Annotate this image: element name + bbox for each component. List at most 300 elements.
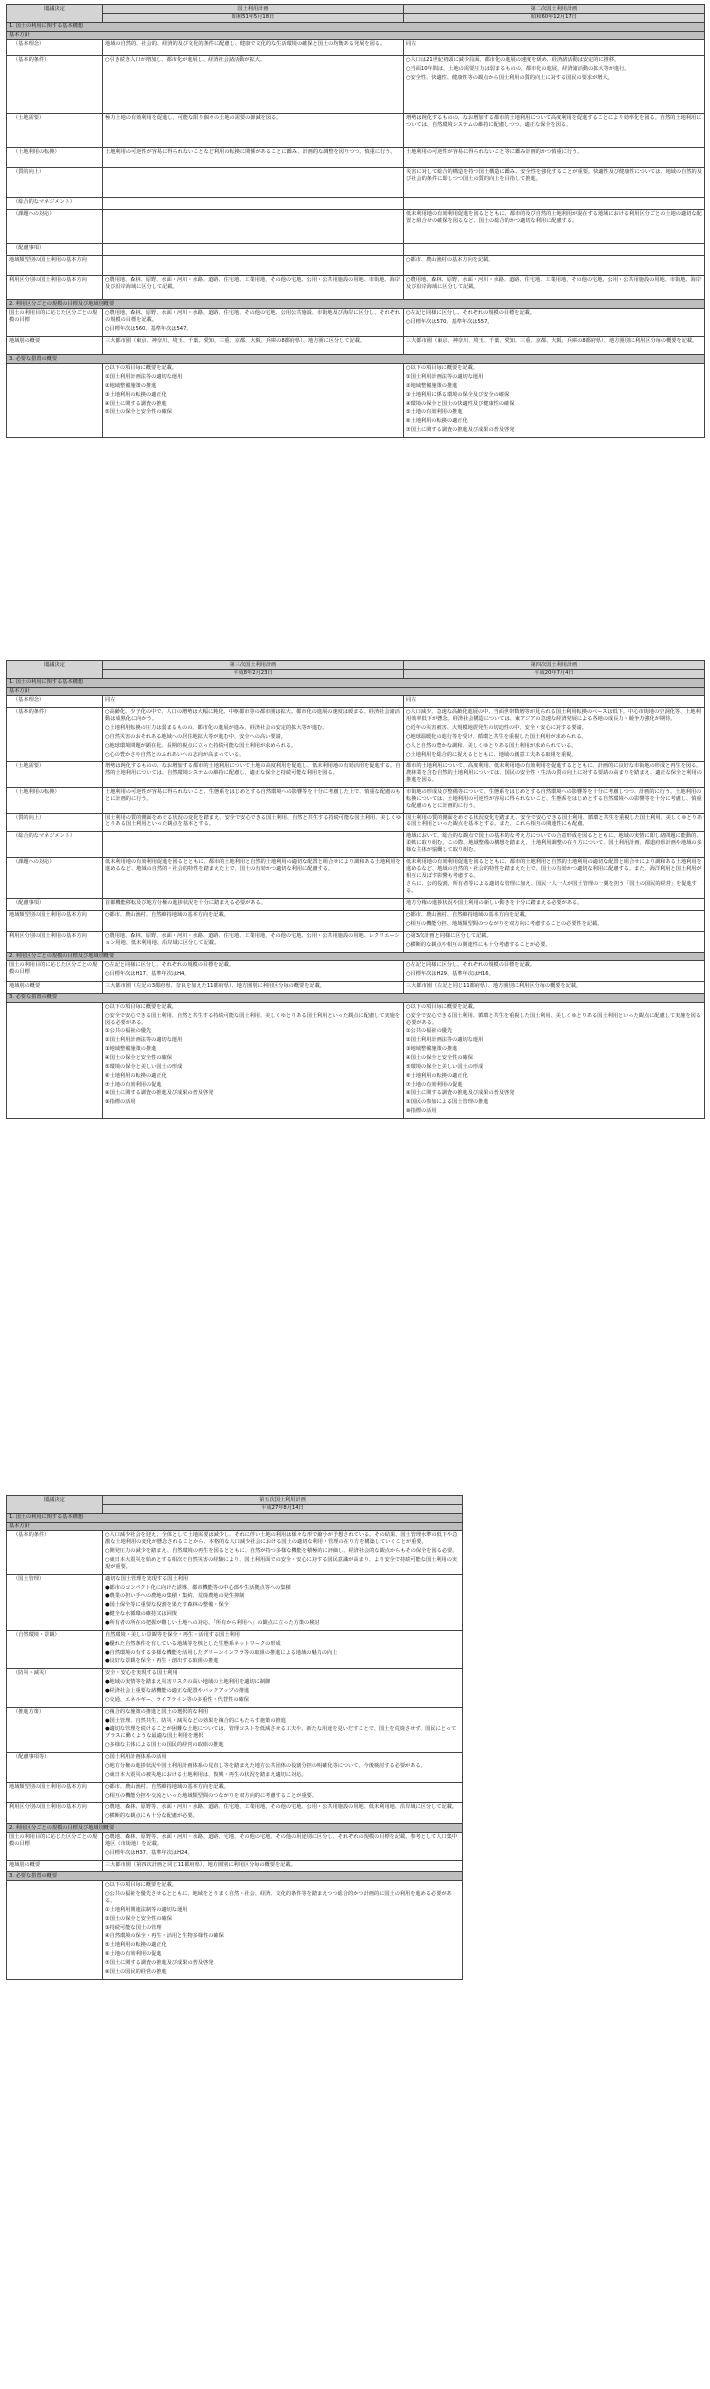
- cell-text: 国土利用の質的側面をめぐる状況の変化を踏まえ、安全で安心できる国土利用、自然と共生する持続可能な国土利用、美しくゆとりある国土利用といった観点を基本とする。: [105, 814, 402, 828]
- cell-text: 地方分権の進捗状況や国土利用の新しい動きを十分に踏まえる必要がある。: [406, 900, 583, 907]
- header-row: [7, 5, 705, 14]
- row-label: （基本的条件）: [7, 56, 103, 114]
- section-title: 3. 必要な措置の概要: [7, 355, 705, 364]
- cell-text: さらに、公的役割、所有者等による適切な管理に加え、国民一人一人が国土管理の一翼を担う「国土の国民的経営」を促進する。: [406, 881, 697, 895]
- table-row: [7, 1002, 705, 1118]
- cell: [404, 813, 705, 832]
- list-item: ⑧国土に関する調査の推進及び成果の普及啓発: [406, 1090, 515, 1097]
- plan-name: 第二次国土利用計画: [404, 5, 705, 14]
- table-row: [7, 1860, 463, 1872]
- cell-text: ●適切な管理を続けることが困難な土地については、管理コストを低減させる工夫や、新たな用途を見いだすことで、国土を荒廃させず、国民にとってプラスに働くような最適な国土利用を選択: [105, 1726, 457, 1740]
- cell: [103, 1707, 463, 1752]
- section-title: 2. 利用区分ごとの規模の目標及び地域別概要: [7, 300, 705, 309]
- plan-comparison-table-1: [6, 4, 705, 438]
- list-item: ①国土利用計画法等の適切な運用: [105, 374, 183, 381]
- list-item: ⑤土地利用の転換の適正化: [105, 1942, 167, 1949]
- cell-text: ○目標年次はH29、基準年次はH16。: [406, 971, 494, 978]
- cell: [404, 56, 705, 114]
- table-row: [7, 309, 705, 337]
- table-row: [7, 982, 705, 994]
- cell-text: ○目標年次は560、基準年次は547。: [105, 326, 192, 333]
- header-row: [7, 1496, 463, 1505]
- section-title: 2. 利用区分ごとの規模の目標及び地域別概要: [7, 1824, 463, 1833]
- cell-text: ○東日本大震災の被災地における土地利用は、復興・再生の状況を踏まえ適切に対応。: [105, 1771, 307, 1778]
- list-item: ①公共の福祉の優先: [406, 1028, 453, 1035]
- table-row: [7, 1782, 463, 1803]
- cell: [103, 1669, 463, 1707]
- cell: [404, 961, 705, 982]
- cell: [404, 168, 705, 198]
- cell-text: ○複合的な施策の推進と国土の選択的な利用: [105, 1708, 209, 1715]
- list-item: ①公共の福祉の優先: [105, 1028, 152, 1035]
- row-label: 国土の利用目的に応じた区分ごとの規模の目標: [7, 961, 103, 982]
- cell: [404, 244, 705, 256]
- list-item: ⑥土地利用の転換の適正化: [406, 1072, 468, 1079]
- cell: [103, 1753, 463, 1783]
- cell-text: 市街地の形成及び整備等について、生態系をはじめとする自然環境への影響等を十分に考慮しつつ、計画的に行う。土地利用の転換については、土地利用の可逆性が容易に得られないこと、生態系をはじめとする自然環境への影響等を十分に考慮し、慎重な配慮のもとに計画的に行う。: [406, 789, 702, 809]
- row-label: （質的向上）: [7, 168, 103, 198]
- row-label: 利用区分別の国土利用の基本方向: [7, 931, 103, 952]
- row-label: （土地需要）: [7, 114, 103, 148]
- row-label: （土地利用の転換）: [7, 148, 103, 168]
- cell-text: ○相互の機能分担、地域類型間のつながりを双方向に考慮することの必要性を記載。: [406, 920, 603, 927]
- list-item: ⑤環境の保全と美しい国土の形成: [105, 1063, 183, 1070]
- row-label: （課題への対応）: [7, 857, 103, 898]
- table-row: [7, 56, 705, 114]
- cell-text: ●国土保全等に重要な役割を果たす森林の整備・保全: [105, 1602, 229, 1609]
- cell-text: 極力土地の有効利用を促進し、可能な限り個々の土地の需要の節減を図る。: [105, 115, 282, 122]
- cell-text: ●経済社会上重要な諸機能の適正な配置やバックアップの推進: [105, 1688, 250, 1695]
- cell-text: ○近年の災害被害、大規模地震発生の切迫性の中、安全・安心に対する要請。: [406, 725, 587, 732]
- row-label: （防災・減災）: [7, 1669, 103, 1707]
- row-label: （配慮事項等）: [7, 1753, 103, 1783]
- row-label: [7, 1002, 103, 1118]
- cell: [404, 899, 705, 911]
- table-row: [7, 1707, 463, 1752]
- list-item: ④国土の保全と安全性の確保: [406, 1054, 473, 1061]
- list-item: ②国土利用計画法等の適切な運用: [406, 1037, 484, 1044]
- section-row: [7, 1522, 463, 1531]
- table-row: [7, 961, 705, 982]
- cell-text: ●優れた自然条件を有している地域等を核とした生態系ネットワークの形成: [105, 1640, 281, 1647]
- cell: [103, 696, 404, 708]
- list-item: ②国土利用計画法等の適切な運用: [105, 1037, 183, 1044]
- table-row: [7, 1669, 463, 1707]
- row-label: （配慮事項）: [7, 899, 103, 911]
- cell-text: ○土地利用を総合的に捉えるとともに、地域の創意工夫ある取組を重視。: [406, 751, 577, 758]
- list-item: ⑦国土に関する調査の推進及び成果の普及啓発: [105, 1959, 214, 1966]
- list-item: ④国土に関する調査の推進: [105, 400, 167, 407]
- cell-text: ○開発圧力の減少を踏まえ、自然環境の再生を図るとともに、自然が持つ多様な機能を積極的に評価し、経済社会的な観点からもその保全を図る必要。: [105, 1548, 458, 1555]
- cell: [404, 276, 705, 300]
- cell: [103, 1574, 463, 1630]
- cell-text: ○都市、農山漁村の基本方向を記載。: [406, 257, 494, 264]
- cell: [103, 931, 404, 952]
- cell-text: ○左記と同様に区分し、それぞれの規模の目標を記載。: [406, 310, 536, 317]
- cell: [404, 337, 705, 355]
- cell-text: 災害に対して総合的構造を持つ国土構造に鑑み、安全性を強化することが重要。快適性及び健康性については、地域の自然的及び社会的条件に即しつつ国土の質的向上を目指して推進。: [406, 169, 702, 183]
- cell: [103, 1860, 463, 1872]
- list-item: ○公共の福祉を優先させるとともに、地域をとりまく自然・社会、経済、文化的条件等を踏まえつつ総合的かつ計画的に国土の利用を進める必要がある。: [105, 1891, 452, 1904]
- list-item: ⑥土地の有効利用の促進: [105, 1951, 162, 1958]
- cell: [103, 813, 404, 832]
- row-label: 利用区分別の国土利用の基本方向: [7, 276, 103, 300]
- cell-text: ●都市のコンパクト化に向けた誘導、都市機能等の中心部や生活拠点等への集積: [105, 1584, 291, 1591]
- cell-text: ○左記と同様に区分し、それぞれの規模の目標を記載。: [105, 962, 235, 969]
- cell-text: 適切な国土管理を実現する国土利用: [105, 1575, 189, 1582]
- table-row: [7, 762, 705, 788]
- cell: [404, 762, 705, 788]
- cell: [103, 210, 404, 244]
- cell-text: ○土地利用転換の圧力は弱まるものの、都市化の進展が進み、経済社会の安定的拡大等が進む。: [105, 725, 328, 732]
- row-label: （基本的条件）: [7, 708, 103, 762]
- plan-date: 平成8年2月23日: [103, 669, 404, 678]
- plan-comparison-table-2: [6, 660, 705, 1119]
- cell-text: 低未利用地の有効利用促進を図るとともに、都市的土地利用と自然的土地利用の適切な配置と組合せにより調和ある土地利用を進めるなど、地域の自然的・社会的特性を踏まえた上で、国土の有効かつ適切な利用に配慮する。また、海洋利用と国土利用が相互に及ぼす影響も考慮する。: [406, 858, 702, 879]
- section-subtitle: 基本方針: [7, 687, 705, 696]
- row-label: （国土管理）: [7, 1574, 103, 1630]
- row-label: （推進方策）: [7, 1707, 103, 1752]
- row-label: （土地利用の転換）: [7, 788, 103, 814]
- cell-text: 同左: [105, 697, 116, 704]
- cell: [404, 256, 705, 276]
- list-item: ⑦土地の有効利用の促進: [105, 1081, 162, 1088]
- cell-text: 三大都市圏（東京、神奈川、埼玉、千葉、愛知、三重、京都、大阪、兵庫の8都府県）、地方圏に区分して記載。: [105, 338, 366, 345]
- cell-text: ○人口減少社会を迎え、全体として土地需要は減少し、それに伴い土地の利用は様々な形で縮小が予想されている。その結果、国土管理水準の低下や急激な土地利用の変化が懸念されることから、本格的な人口減少社会における国土の適切な利用・管理の在り方を構築していくことが重要。: [105, 1532, 458, 1546]
- table-row: [7, 832, 705, 858]
- heading-cell: 閣議決定: [7, 1496, 103, 1514]
- list-item: ③土地利用の転換の適正化: [105, 391, 167, 398]
- section-row: [7, 355, 705, 364]
- cell-text: ○安全性、快適性、健康性等の観点から国土利用の質的向上に対する国民の要求が増大。: [406, 75, 613, 82]
- header-row: [7, 669, 705, 678]
- cell: [103, 337, 404, 355]
- cell-text: 安全・安心を実現する国土利用: [105, 1670, 178, 1677]
- cell-text: ○目標年次はH17、基準年次はH4。: [105, 971, 190, 978]
- cell-text: 増勢は鈍化するものの、なお増加する都市的土地利用について土地の高度利用を促進し、低未利用地の有効活用を促進する。自然的土地利用については、自然環境システムの維持に配慮し、適正な保全と持続可能な利用を図る。: [105, 763, 401, 777]
- list-item: ○以下の項目毎に概要を記載。: [406, 1003, 478, 1010]
- cell-text: ○心の豊かさや自然とのふれあいへの志向が高まっている。: [105, 751, 245, 758]
- cell: [103, 1630, 463, 1668]
- table-row: [7, 364, 705, 438]
- cell-text: 三大都市圏（左記と同じ11都府県）、地方圏別に利用区分毎の概要を記載。: [406, 983, 582, 990]
- table-row: [7, 256, 705, 276]
- list-item: ○以下の項目毎に概要を記載。: [105, 1003, 177, 1010]
- plan-name: 第五次国土利用計画: [103, 1496, 463, 1505]
- row-label: （総合的なマネジメント）: [7, 832, 103, 858]
- section-row: [7, 22, 705, 31]
- cell: [103, 1881, 463, 1979]
- table-row: [7, 708, 705, 762]
- table-row: [7, 1630, 463, 1668]
- section-title: 1. 国土の利用に関する基本構想: [7, 1513, 463, 1522]
- row-label: 利用区分別の国土利用の基本方向: [7, 1803, 103, 1824]
- table-row: [7, 1531, 463, 1574]
- row-label: 国土の利用目的に応じた区分ごとの規模の目標: [7, 309, 103, 337]
- row-label: （配慮事項）: [7, 244, 103, 256]
- cell-text: ○横断的な観点にも十分な配慮が必要。: [105, 1813, 198, 1820]
- table-row: [7, 857, 705, 898]
- cell-text: 三大都市圏（東京、神奈川、埼玉、千葉、愛知、三重、京都、大阪、兵庫の8都府県）、地方圏別に利用区分毎の概要を記載。: [406, 338, 698, 345]
- cell: [103, 911, 404, 932]
- cell: [103, 198, 404, 210]
- section-subtitle: 基本方針: [7, 1522, 463, 1531]
- cell-text: 地域において、総合的な観点で国土の基本的な考え方についての合意形成を図るとともに、地域の実情に即し諸問題に能動的、柔軟に取り組む。この際、地域整備の構想を踏まえ、土地利用調整の在り方について、国土利用計画、都道府県計画や地域の多様な主体が協働して取り組む。: [406, 833, 702, 854]
- cell-text: ○横断的な観点や相互の関連性にも十分考慮することが必要。: [406, 941, 551, 948]
- cell-text: 国土利用の質的側面をめぐる状況変化を踏まえ、安全で安心できる国土利用、循環と共生を重視した国土利用、美しくゆとりある国土利用といった観点を基本とする。また、これら相互の関連性にも配慮。: [406, 814, 703, 828]
- cell: [404, 309, 705, 337]
- list-item: ③地域整備施策の推進: [105, 1046, 157, 1053]
- row-label: 地域類型別の国土利用の基本方向: [7, 256, 103, 276]
- row-label: （基本理念）: [7, 696, 103, 708]
- table-row: [7, 1881, 463, 1979]
- cell: [404, 1002, 705, 1118]
- list-item: ○以下の項目毎に概要を記載。: [105, 365, 177, 372]
- cell-text: ○東日本大震災を始めとする相次ぐ自然災害の経験により、国土利用面での安全・安心に対する国民意識が高まり、より安全で持続可能な国土利用の実現が重要。: [105, 1557, 458, 1570]
- cell-text: ○農地、森林、原野等、水面・河川・水路、道路、宅地、その他の宅地、その他の用途別に区分し、それぞれの規模の目標を記載。参考として人口集中地区（市街地）を記載。: [105, 1833, 458, 1847]
- list-item: ④自然環境の保全・再生・活用と生物多様性の確保: [105, 1933, 224, 1940]
- cell-text: ○高齢化、少子化の中で、人口の増勢は大幅に鈍化、中枢都市等の都市圏は拡大。都市化の進展の速度は緩まる。経済社会諸活動は成熟化に向かう。: [105, 709, 400, 723]
- list-item: ⑥土地利用の転換の適正化: [105, 1072, 167, 1079]
- cell-text: ○国土利用計画体系の活用: [105, 1754, 167, 1761]
- cell: [404, 982, 705, 994]
- cell: [103, 899, 404, 911]
- cell-text: ○農用地、森林、原野、水面・河川・水路、道路、住宅地、工業用地、その他の宅地、公用・公共用施設の用地、レクリエーション用地、低未利用地、沿岸域に区分して記載。: [105, 932, 400, 946]
- plan-date: 平成20年7月4日: [404, 669, 705, 678]
- plan-comparison-table-3: [6, 1495, 463, 1980]
- cell: [103, 276, 404, 300]
- cell-text: 地域の自然的、社会的、経済的及び文化的条件に配慮し、健康で文化的な生活環境の確保と国土の均衡ある発展を図る。: [105, 41, 386, 48]
- section-row: [7, 687, 705, 696]
- list-item: ⑦国土に関する調査の推進及び成果の普及啓発: [406, 427, 515, 434]
- table-row: [7, 1574, 463, 1630]
- list-item: ○安全で安心できる国土利用、自然と共生する持続可能な国土利用、美しくゆとりある国土利用といった観点に配慮して実施を図る必要がある。: [105, 1012, 401, 1026]
- header-row: [7, 661, 705, 670]
- table-row: [7, 114, 705, 148]
- table-row: [7, 276, 705, 300]
- cell-text: ●農業の担い手への農地の集積・集約、荒廃農地の発生抑制: [105, 1593, 245, 1600]
- cell-text: ○人口は21世紀初頭に減少局面、都市化の進展の速度を緩め、経済諸活動は安定的に推移。: [406, 57, 620, 64]
- list-item: ①土地利用関連法制等の適切な運用: [105, 1906, 188, 1913]
- heading-cell: 閣議決定: [7, 5, 103, 23]
- table-row: [7, 1753, 463, 1783]
- cell-text: 低未利用地の有効利用促進を図るとともに、都市的及び自然的土地利用が混在する地域における利用区分ごとの土地の適切な配置と組合せの確保を図るなど、国土の総合的かつ適切な利用に配慮する。: [406, 211, 702, 225]
- cell: [103, 1531, 463, 1574]
- list-item: ○安全で安心できる国土利用、循環と共生を重視した国土利用、美しくゆとりある国土利用といった観点に配慮して実施を図る必要がある。: [406, 1012, 702, 1026]
- cell-text: 首都機能移転及び地方分権の進捗状況を十分に踏まえる必要がある。: [105, 900, 266, 907]
- table-row: [7, 788, 705, 814]
- list-item: ⑩指標の活用: [406, 1108, 437, 1115]
- cell: [404, 911, 705, 932]
- row-label: [7, 1881, 103, 1979]
- cell: [103, 832, 404, 858]
- cell-text: 都市的土地利用について、高度利用、低未利用地の有効利用を促進するとともに、計画的に良好な市街地の形成と再生を図る。農林業を含む自然的土地利用については、国民の安全性・生活の質の向上に対する要請の高まりを踏まえ、適正な保全と利用の推進を図る。: [406, 763, 702, 784]
- list-item: ⑧国土の国民的経営の推進: [105, 1968, 167, 1975]
- section-title: 3. 必要な措置の概要: [7, 1872, 463, 1881]
- list-item: ⑥土地利用の転換の適正化: [406, 418, 468, 425]
- cell: [404, 788, 705, 814]
- section-row: [7, 1872, 463, 1881]
- cell: [103, 114, 404, 148]
- list-item: ○以下の項目毎に概要を記載。: [105, 1882, 177, 1889]
- cell: [103, 309, 404, 337]
- list-item: ⑤土地の有効利用の推進: [406, 409, 463, 416]
- cell: [404, 931, 705, 952]
- list-item: ④国土の保全と安全性の確保: [105, 1054, 172, 1061]
- section-subtitle: 基本方針: [7, 31, 705, 40]
- cell: [404, 148, 705, 168]
- cell: [103, 708, 404, 762]
- cell-text: ●良好な景観を保全・再生・創出する取組の推進: [105, 1658, 219, 1665]
- cell-text: ○人口減少、急速な高齢化進展の中、当面世帯数増等が見られる国土利用転換のペースは低下。中心市街地の空洞化等、土地利用効率低下が懸念。経済社会構造については、東アジアの急速な経済発展による各地の成長力・競争力強化が期待。: [406, 709, 701, 723]
- section-row: [7, 993, 705, 1002]
- cell-text: ○農用地、森林、原野、水面・河川・水路、道路、住宅地、工業用地、その他の宅地、公用・公共用施設の用地、市街地、海岸及び沿岸海域に区分して記載。: [406, 277, 702, 291]
- list-item: ②地域整備施策の推進: [105, 382, 157, 389]
- cell-text: 土地利用の可逆性が容易に得られないこと、生態系をはじめとする自然環境への影響等を十分に考慮した上で、慎重な配慮のもとに計画的に行う。: [105, 789, 401, 802]
- cell: [103, 1782, 463, 1803]
- table-row: [7, 899, 705, 911]
- plan-date: 平成27年8月14日: [103, 1504, 463, 1513]
- section-row: [7, 300, 705, 309]
- cell: [103, 168, 404, 198]
- cell-text: 自然環境・美しい景観等を保全・再生・活用する国土利用: [105, 1631, 240, 1638]
- table-row: [7, 337, 705, 355]
- section-row: [7, 952, 705, 961]
- row-label: （土地需要）: [7, 762, 103, 788]
- cell-text: ●自然環境の有する多様な機能を活用したグリーンインフラ等の取組の推進による地域の魅力の向上: [105, 1649, 338, 1656]
- cell: [404, 40, 705, 56]
- table-row: [7, 911, 705, 932]
- cell-text: ○地方分権の進捗状況や国土利用計画体系の見直し等を踏まえた地方公共団体の役割分担の明確化等について、今後検討する必要がある。: [105, 1762, 426, 1769]
- section-row: [7, 678, 705, 687]
- cell-text: 同左: [406, 41, 417, 48]
- list-item: ②地域整備施策の推進: [406, 382, 458, 389]
- table-row: [7, 168, 705, 198]
- row-label: （自然環境・景観）: [7, 1630, 103, 1668]
- heading-cell: 閣議決定: [7, 661, 103, 679]
- header-row: [7, 13, 705, 22]
- row-label: （基本理念）: [7, 40, 103, 56]
- cell: [103, 1002, 404, 1118]
- table-row: [7, 813, 705, 832]
- section-title: 1. 国土の利用に関する基本構想: [7, 22, 705, 31]
- cell-text: 三大都市圏（第四次計画と同じ11都府県）、地方圏別に利用区分毎の概要を記載。: [105, 1861, 296, 1868]
- plan-name: 第三次国土利用計画: [103, 661, 404, 670]
- cell-text: 三大都市圏（左記の3都府県、奈良を加えた11都府県）、地方圏別に利用区分毎の概要を記載。: [105, 983, 325, 990]
- cell-text: ○人と自然の豊かな調和、美しくゆとりある国土利用が求められている。: [406, 742, 577, 749]
- table-row: [7, 148, 705, 168]
- cell: [103, 982, 404, 994]
- cell: [103, 788, 404, 814]
- row-label: （総合的なマネジメント）: [7, 198, 103, 210]
- list-item: ⑤環境の保全と美しい国土の形成: [406, 1063, 484, 1070]
- cell-text: ○都市、農山漁村、自然維持地域の基本方向を記載。: [105, 912, 229, 919]
- cell-text: ●地域の実情等を踏まえ災害リスクの高い地域の土地利用を適切に制御: [105, 1679, 271, 1686]
- row-label: 地域別の概要: [7, 1860, 103, 1872]
- table-row: [7, 210, 705, 244]
- cell-text: ○相互の機能分担や交流といった地域類型間のつながりを双方向的に考慮することが重要。: [105, 1792, 318, 1799]
- cell-text: ●国土管理、自然共生、防災・減災などの効果を複合的にもたらす施策の推進: [105, 1717, 286, 1724]
- section-title: 1. 国土の利用に関する基本構想: [7, 678, 705, 687]
- cell: [103, 364, 404, 438]
- list-item: ④環境の保全と国土の快適性及び健康性の確保: [406, 400, 515, 407]
- cell: [103, 40, 404, 56]
- row-label: （課題への対応）: [7, 210, 103, 244]
- list-item: ⑨指標の活用: [105, 1099, 136, 1106]
- cell-text: 増勢は鈍化するものの、なお増加する都市的土地利用について高度利用を促進することにより効率化を図る。自然的土地利用については、自然環境システムの維持に配慮しつつ、適正な保全を図る。: [406, 115, 702, 129]
- cell: [404, 832, 705, 858]
- cell-text: 低未利用地の有効利用促進を図るとともに、都市的土地利用と自然的土地利用の適切な配置と組合せにより調和ある土地利用を進めるなど、地域の自然的・社会的特性を踏まえた上で、国土の有効かつ適切な利用に配慮する。: [105, 858, 401, 872]
- table-row: [7, 198, 705, 210]
- table-row: [7, 244, 705, 256]
- table-row: [7, 931, 705, 952]
- plan-name: 第四次国土利用計画: [404, 661, 705, 670]
- cell: [404, 857, 705, 898]
- cell-text: ○農用地、森林、原野、水面・河川・水路、道路、住宅地、その他の宅地、公用公共施設、市街地及び海岸に区分し、それぞれの規模の目標を記載。: [105, 310, 401, 324]
- cell-text: 土地利用の可逆性が容易に得られないことなど利用の転換に関係があることに鑑み、計画的な調整を図りつつ、慎重に行う。: [105, 149, 396, 156]
- cell-text: ●所有者の所在の把握が難しい土地への対応、「所有から利用へ」の観点に立った方策の検討: [105, 1620, 320, 1627]
- row-label: 地域別の概要: [7, 982, 103, 994]
- cell: [103, 857, 404, 898]
- cell-text: ○地球温暖化の進行等を受け、循環と共生を重視した国土利用が求められる。: [406, 733, 587, 740]
- list-item: ③持続可能な国土の管理: [105, 1924, 162, 1931]
- cell: [103, 1832, 463, 1860]
- plan-date: 昭和51年5月18日: [103, 13, 404, 22]
- table-row: [7, 1832, 463, 1860]
- cell-text: 同左: [406, 697, 417, 704]
- cell: [103, 762, 404, 788]
- cell-text: ○交通、エネルギー、ライフライン等の多重性・代替性の確保: [105, 1696, 249, 1703]
- cell-text: ○都市、農山漁村、自然維持地域の基本方向を記載。: [105, 1783, 229, 1790]
- list-item: ⑨国民の参加による国土管理の推進: [406, 1099, 489, 1106]
- cell-text: ○第3次計画と同様に区分して記載。: [406, 932, 492, 939]
- row-label: 地域別の概要: [7, 337, 103, 355]
- table-row: [7, 40, 705, 56]
- cell: [404, 708, 705, 762]
- section-title: 2. 利用区分ごとの規模の目標及び地域別概要: [7, 952, 705, 961]
- cell: [103, 56, 404, 114]
- cell: [404, 696, 705, 708]
- plan-name: 国土利用計画: [103, 5, 404, 14]
- cell-text: ○目標年次はH37、基準年次はH24。: [105, 1849, 193, 1856]
- cell: [103, 244, 404, 256]
- cell-text: ○目標年次は570、基準年次は557。: [406, 319, 493, 326]
- table-row: [7, 1803, 463, 1824]
- list-item: ③土地利用に係る環境の保全及び安全の確保: [406, 391, 510, 398]
- row-label: 地域類型別の国土利用の基本方向: [7, 911, 103, 932]
- cell-text: ○農地、森林、原野等、水面・河川・水路、道路、住宅地、工業用地、その他の宅地、公用・公共用施設の用地、低未利用地、沿岸域に区分して記載。: [105, 1804, 458, 1811]
- cell-text: ○左記と同様に区分し、それぞれの規模の目標を記載。: [406, 962, 536, 969]
- row-label: 国土の利用目的に応じた区分ごとの規模の目標: [7, 1832, 103, 1860]
- row-label: （基本的条件）: [7, 1531, 103, 1574]
- plan-date: 昭和60年12月17日: [404, 13, 705, 22]
- table-row: [7, 696, 705, 708]
- row-label: 地域類型別の国土利用の基本方向: [7, 1782, 103, 1803]
- cell-text: ●健全な水循環の維持又は回復: [105, 1611, 177, 1618]
- section-row: [7, 1513, 463, 1522]
- cell-text: ○自然災害のおそれある地域への居住地拡大等が進む中、安全への高い要請。: [105, 733, 286, 740]
- list-item: ③地域整備施策の推進: [406, 1046, 458, 1053]
- cell: [103, 961, 404, 982]
- list-item: ①国土利用計画法等の適切な運用: [406, 374, 484, 381]
- cell-text: ○地球環境問題が顕在化、長期的視点に立った持続可能な国土利用が求められる。: [105, 742, 297, 749]
- cell-text: ○都市、農山漁村、自然維持地域の基本方向を記載。: [406, 912, 530, 919]
- section-row: [7, 31, 705, 40]
- list-item: ○以下の項目毎に概要を記載。: [406, 365, 478, 372]
- cell: [404, 198, 705, 210]
- cell: [404, 210, 705, 244]
- row-label: [7, 364, 103, 438]
